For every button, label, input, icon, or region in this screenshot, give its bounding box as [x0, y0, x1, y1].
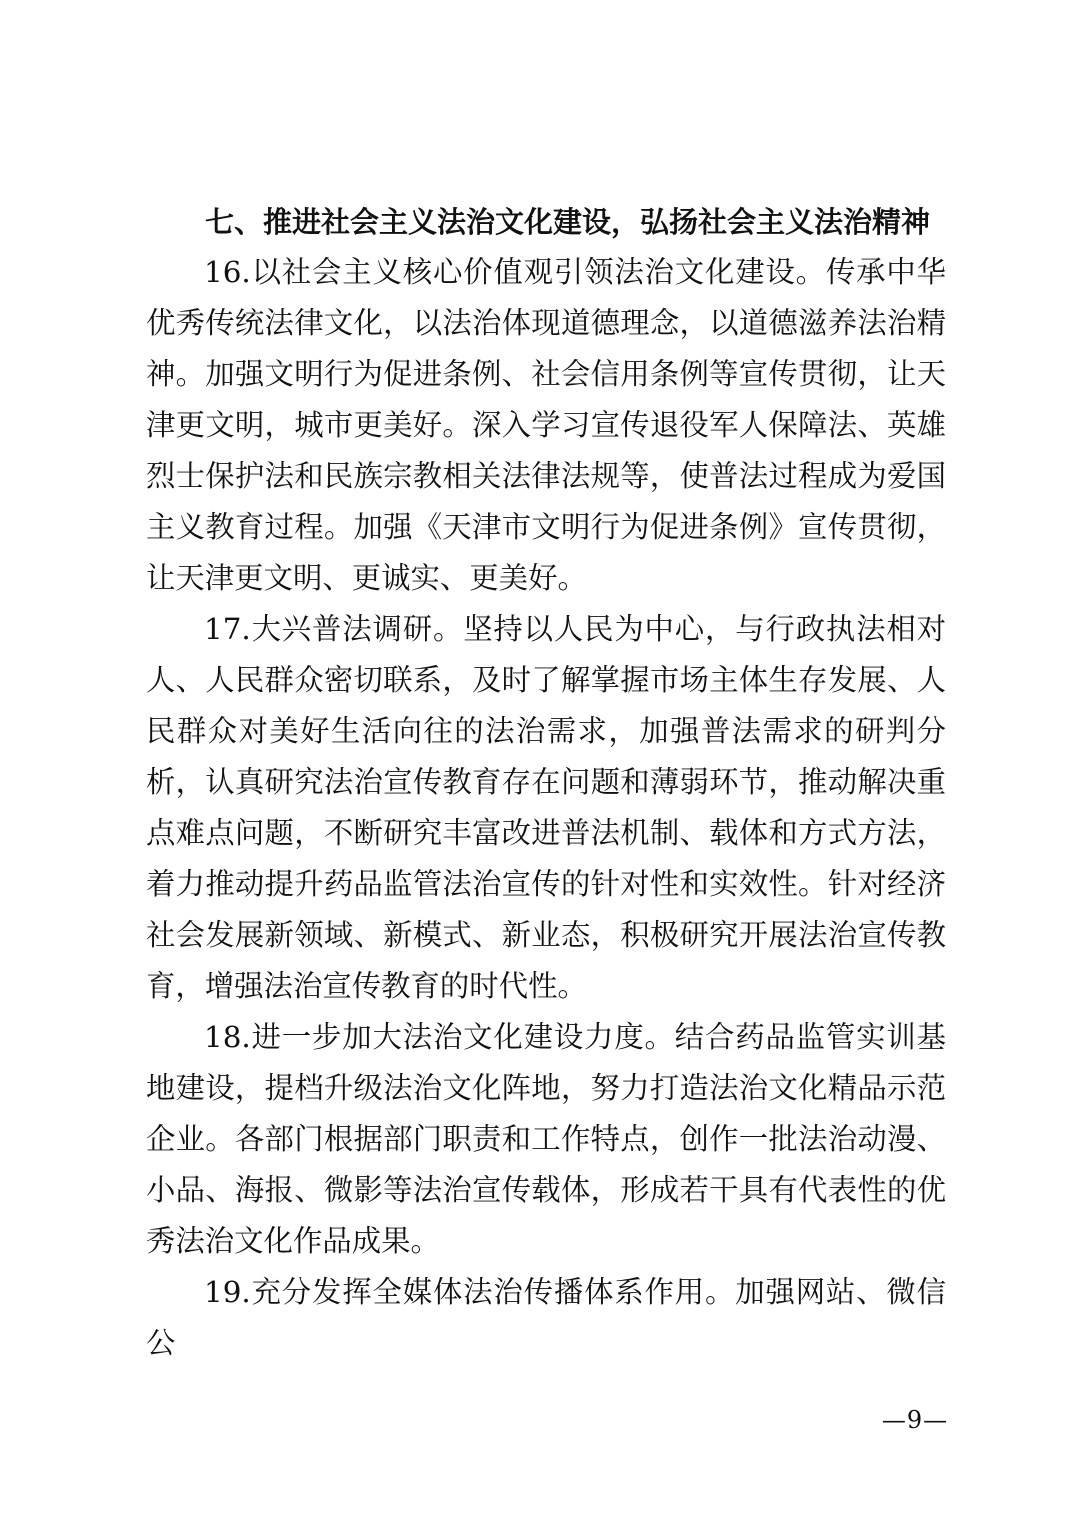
paragraph-18-body: 结合药品监管实训基地建设，提档升级法治文化阵地，努力打造法治文化精品示范企业。各部门根据部门职责和工作特点，创作一批法治动漫、小品、海报、微影等法治宣传载体，形成若干具有代表性的优秀法治文化作品成果。 [146, 1020, 946, 1258]
section-heading: 七、推进社会主义法治文化建设，弘扬社会主义法治精神 [205, 205, 931, 239]
paragraph-19-body: 加强网站、微信公 [146, 1275, 946, 1360]
paragraph-18-lead: 18.进一步加大法治文化建设力度。 [204, 1020, 675, 1054]
paragraph-17-lead: 17.大兴普法调研。 [204, 612, 464, 646]
paragraph-17-body: 坚持以人民为中心，与行政执法相对人、人民群众密切联系，及时了解掌握市场主体生存发展、人民群众对美好生活向往的法治需求，加强普法需求的研判分析，认真研究法治宣传教育存在问题和薄弱环节，推动解决重点难点问题，不断研究丰富改进普法机制、载体和方式方法，着力推动提升药品监管法治宣传的针对性和实效性。针对经济社会发展新领域、新模式、新业态，积极研究开展法治宣传教育，增强法治宣传教育的时代性。 [146, 612, 947, 1003]
paragraph-18 [146, 1012, 946, 1267]
paragraph-16-body: 传承中华优秀传统法律文化，以法治体现道德理念，以道德滋养法治精神。加强文明行为促进条例、社会信用条例等宣传贯彻，让天津更文明，城市更美好。深入学习宣传退役军人保障法、英雄烈士保护法和民族宗教相关法律法规等，使普法过程成为爱国主义教育过程。加强《天津市文明行为促进条例》宣传贯彻，让天津更文明、更诚实、更美好。 [146, 255, 946, 595]
paragraph-16 [146, 247, 946, 604]
paragraph-19-lead: 19.充分发挥全媒体法治传播体系作用。 [204, 1275, 736, 1309]
page-number: —9— [881, 1406, 949, 1434]
paragraph-16-lead: 16.以社会主义核心价值观引领法治文化建设。 [204, 255, 826, 289]
paragraph-17 [146, 604, 946, 1012]
paragraph-19 [146, 1267, 946, 1369]
